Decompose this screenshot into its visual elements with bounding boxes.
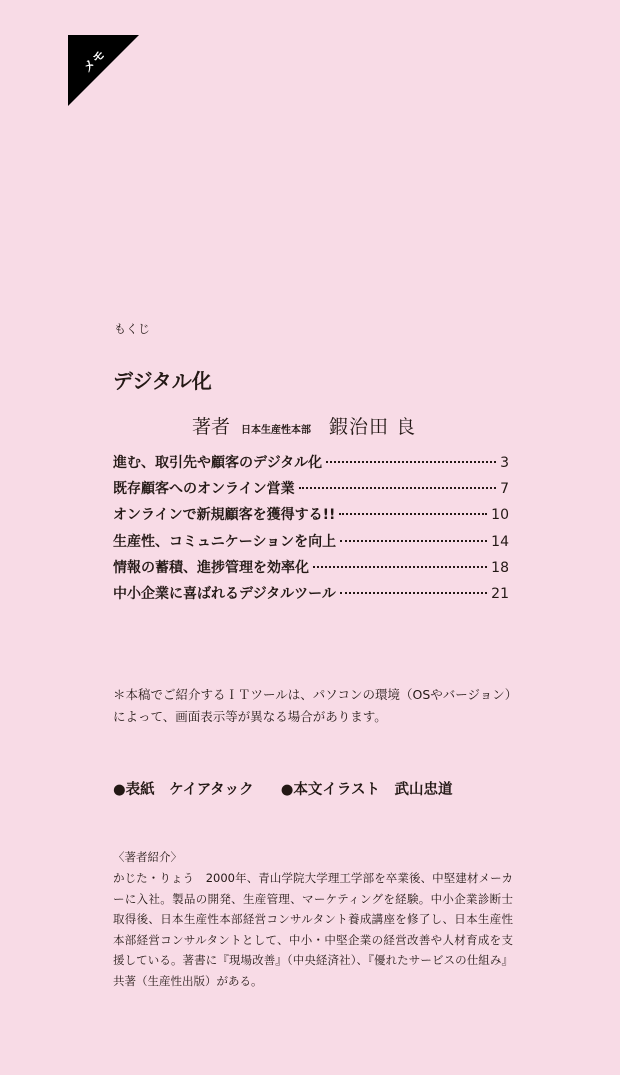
memo-label: メモ [80,46,109,76]
toc-item-page: 10 [491,507,509,524]
toc-item-title: 中小企業に喜ばれるデジタルツール [113,585,336,602]
page-title: デジタル化 [113,369,212,393]
toc-leader-dots [340,592,487,594]
toc-item-page: 7 [500,481,509,498]
toc-item[interactable] [113,504,509,530]
toc-item-page: 18 [491,559,509,576]
author-name: 鍜治田 良 [329,416,417,438]
cover-credit: ●表紙 ケイアタック [113,782,254,798]
toc-leader-dots [299,487,496,489]
toc-item[interactable] [113,452,509,478]
author-profile-heading: 〈著者紹介〉 [113,850,182,864]
toc-item-title: 進む、取引先や顧客のデジタル化 [113,455,323,471]
toc-item[interactable] [113,531,509,557]
contents-label: もくじ [114,322,151,336]
toc-item[interactable] [113,478,509,504]
author-role: 著者 [192,416,231,438]
toc-item[interactable] [113,557,509,583]
toc-leader-dots [326,461,496,463]
toc-item[interactable] [113,583,509,609]
toc-leader-dots [313,566,487,568]
author-organization: 日本生産性本部 [241,425,312,436]
toc-item-title: オンラインで新規顧客を獲得する!! [113,507,336,524]
illustration-credit: ●本文イラスト 武山忠道 [280,782,453,798]
toc-item-page: 21 [491,585,509,602]
toc-leader-dots [339,513,487,515]
environment-note: ＊本稿でご紹介するＩＴツールは、パソコンの環境（OSやバージョン）によって、画面表示等が異なる場合があります。 [113,687,512,724]
toc-item-title: 生産性、コミュニケーションを向上 [113,533,337,550]
toc-item-page: 3 [500,455,509,471]
author-profile-text: かじた・りょう 2000年、青山学院大学理工学部を卒業後、中堅建材メーカーに入社。製品の開発、生産管理、マーケティングを経験。中小企業診断士取得後、日本生産性本部経営コンサルタント養成講座を修了し、日本生産性本部経営コンサルタントとして、中小・中堅企業の経営改善や人材育成を支援している。著書に『現場改善』（中央経済社）、『優れたサービスの仕組み』共著（生産性出版）がある。 [113,871,513,988]
table-of-contents [113,452,509,609]
toc-item-title: 既存顧客へのオンライン営業 [113,481,295,498]
toc-item-page: 14 [491,533,509,550]
toc-leader-dots [340,540,487,542]
credits [113,778,452,799]
author-byline [192,412,416,439]
toc-item-title: 情報の蓄積、進捗管理を効率化 [113,559,309,576]
